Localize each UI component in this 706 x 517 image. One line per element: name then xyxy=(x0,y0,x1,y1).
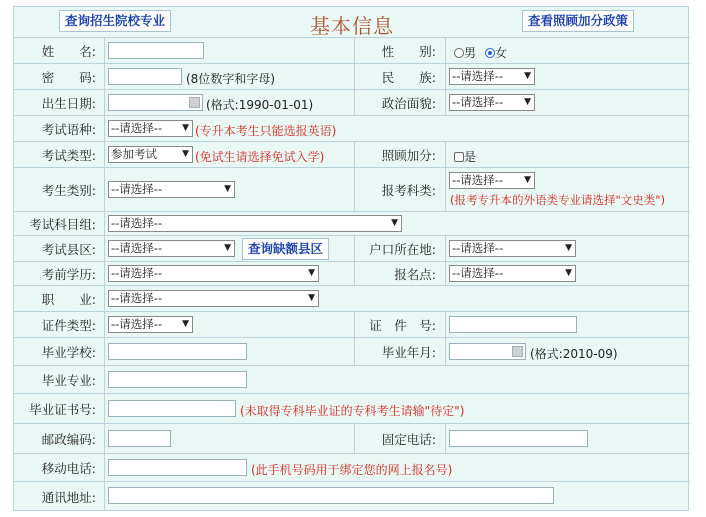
query-vacant-county-button[interactable]: 查询缺额县区 xyxy=(242,238,329,260)
mobile-label: 移动电话: xyxy=(41,461,96,476)
occupation-select[interactable] xyxy=(108,290,319,307)
education-label: 考前学历: xyxy=(41,267,96,282)
candidate-cat-select[interactable] xyxy=(108,181,235,198)
gender-radio-group xyxy=(454,44,507,61)
hukou-label: 户口所在地: xyxy=(369,242,436,257)
row-id xyxy=(14,311,690,338)
exam-type-select[interactable] xyxy=(108,146,193,163)
page-title: 基本信息 xyxy=(310,14,394,38)
subject-cat-select-value: --请选择-- xyxy=(452,173,504,187)
care-policy-button[interactable]: 查看照顾加分政策 xyxy=(522,10,634,32)
password-hint: (8位数字和字母) xyxy=(186,72,275,86)
id-type-select[interactable] xyxy=(108,316,193,333)
row-education xyxy=(14,261,690,286)
cert-no-label: 毕业证书号: xyxy=(29,402,96,417)
grad-date-input[interactable] xyxy=(449,343,526,360)
gender-female-radio[interactable] xyxy=(485,48,495,58)
postcode-label: 邮政编码: xyxy=(41,432,96,447)
id-number-input[interactable] xyxy=(449,316,577,333)
id-type-label: 证件类型: xyxy=(41,318,96,333)
basic-info-form xyxy=(13,6,689,511)
birth-hint: (格式:1990-01-01) xyxy=(206,98,314,112)
county-select-value: --请选择-- xyxy=(111,241,163,255)
subject-cat-hint: (报考专升本的外语类专业请选择"文史类") xyxy=(450,193,666,207)
grad-major-input[interactable] xyxy=(108,371,247,388)
name-label: 姓 名: xyxy=(41,44,96,59)
gender-male-radio[interactable] xyxy=(454,48,464,58)
gender-male-label: 男 xyxy=(464,46,477,60)
reg-point-select-value: --请选择-- xyxy=(452,266,504,280)
candidate-cat-select-value: --请选择-- xyxy=(111,182,163,196)
landline-label: 固定电话: xyxy=(381,432,436,447)
password-input[interactable] xyxy=(108,68,182,85)
education-select[interactable] xyxy=(108,265,319,282)
political-select[interactable] xyxy=(449,94,535,111)
birth-date-input[interactable] xyxy=(108,94,203,111)
chevron-down-icon: ▼ xyxy=(524,71,531,81)
education-select-value: --请选择-- xyxy=(111,266,163,280)
chevron-down-icon: ▼ xyxy=(224,243,231,253)
care-points-checkbox[interactable] xyxy=(454,152,464,162)
reg-point-label: 报名点: xyxy=(394,267,436,282)
exam-type-select-value: 参加考试 xyxy=(111,147,157,161)
occupation-select-value: --请选择-- xyxy=(111,291,163,305)
county-select[interactable] xyxy=(108,240,235,257)
care-points-group xyxy=(454,148,476,165)
subject-cat-select[interactable] xyxy=(449,172,535,189)
calendar-icon[interactable] xyxy=(189,97,200,108)
political-select-value: --请选择-- xyxy=(452,95,504,109)
ethnicity-select-value: --请选择-- xyxy=(452,69,504,83)
grad-school-input[interactable] xyxy=(108,343,247,360)
row-subject-group xyxy=(14,211,690,236)
subject-group-select-value: --请选择-- xyxy=(111,216,163,230)
exam-lang-select-value: --请选择-- xyxy=(111,121,163,135)
reg-point-select[interactable] xyxy=(449,265,576,282)
grad-major-label: 毕业专业: xyxy=(41,373,96,388)
gender-female-label: 女 xyxy=(494,46,507,60)
care-points-option-label: 是 xyxy=(464,150,477,164)
row-cert-no xyxy=(14,393,690,424)
ethnicity-label: 民 族: xyxy=(381,70,436,85)
chevron-down-icon: ▼ xyxy=(391,218,398,228)
row-mobile xyxy=(14,453,690,482)
address-input[interactable] xyxy=(108,487,554,504)
row-occupation xyxy=(14,285,690,312)
chevron-down-icon: ▼ xyxy=(182,149,189,159)
exam-lang-hint: (专升本考生只能选报英语) xyxy=(195,124,337,138)
row-exam-type xyxy=(14,141,690,168)
chevron-down-icon: ▼ xyxy=(524,175,531,185)
exam-lang-label: 考试语种: xyxy=(41,122,96,137)
cert-no-input[interactable] xyxy=(108,400,236,417)
subject-group-select[interactable] xyxy=(108,215,402,232)
grad-school-label: 毕业学校: xyxy=(41,345,96,360)
grad-date-label: 毕业年月: xyxy=(381,345,436,360)
landline-input[interactable] xyxy=(449,430,588,447)
address-label: 通讯地址: xyxy=(41,489,96,505)
birth-label: 出生日期: xyxy=(41,96,96,111)
row-password xyxy=(14,63,690,90)
row-name xyxy=(14,37,690,64)
mobile-input[interactable] xyxy=(108,459,247,476)
mobile-hint: (此手机号码用于绑定您的网上报名号) xyxy=(251,463,453,477)
calendar-icon[interactable] xyxy=(512,346,523,357)
gender-label: 性 别: xyxy=(381,44,436,59)
row-birth xyxy=(14,89,690,116)
hukou-select-value: --请选择-- xyxy=(452,241,504,255)
exam-type-label: 考试类型: xyxy=(41,148,96,163)
id-type-select-value: --请选择-- xyxy=(111,317,163,331)
chevron-down-icon: ▼ xyxy=(182,319,189,329)
grad-date-hint: (格式:2010-09) xyxy=(530,347,618,361)
chevron-down-icon: ▼ xyxy=(308,293,315,303)
name-input[interactable] xyxy=(108,42,204,59)
row-county xyxy=(14,235,690,262)
subject-cat-label: 报考科类: xyxy=(381,183,436,198)
chevron-down-icon: ▼ xyxy=(524,97,531,107)
care-points-label: 照顾加分: xyxy=(381,148,436,163)
row-postcode xyxy=(14,423,690,454)
hukou-select[interactable] xyxy=(449,240,576,257)
exam-type-hint: (免试生请选择免试入学) xyxy=(195,150,325,164)
query-schools-button[interactable]: 查询招生院校专业 xyxy=(59,10,171,32)
chevron-down-icon: ▼ xyxy=(182,123,189,133)
postcode-input[interactable] xyxy=(108,430,171,447)
cert-no-hint: (未取得专科毕业证的专科考生请输"待定") xyxy=(240,404,465,418)
row-grad-school xyxy=(14,337,690,366)
form-header xyxy=(14,7,690,37)
row-candidate-cat xyxy=(14,167,690,212)
password-label: 密 码: xyxy=(41,70,96,85)
political-label: 政治面貌: xyxy=(381,96,436,111)
exam-lang-select[interactable] xyxy=(108,120,193,137)
row-exam-lang xyxy=(14,115,690,142)
chevron-down-icon: ▼ xyxy=(224,184,231,194)
subject-group-label: 考试科目组: xyxy=(29,217,96,232)
chevron-down-icon: ▼ xyxy=(565,268,572,278)
ethnicity-select[interactable] xyxy=(449,68,535,85)
chevron-down-icon: ▼ xyxy=(308,268,315,278)
occupation-label: 职 业: xyxy=(41,292,96,307)
row-grad-major xyxy=(14,365,690,394)
candidate-cat-label: 考生类别: xyxy=(41,183,96,198)
county-label: 考试县区: xyxy=(41,242,96,257)
chevron-down-icon: ▼ xyxy=(565,243,572,253)
id-number-label: 证 件 号: xyxy=(369,318,436,333)
row-address xyxy=(14,481,690,511)
